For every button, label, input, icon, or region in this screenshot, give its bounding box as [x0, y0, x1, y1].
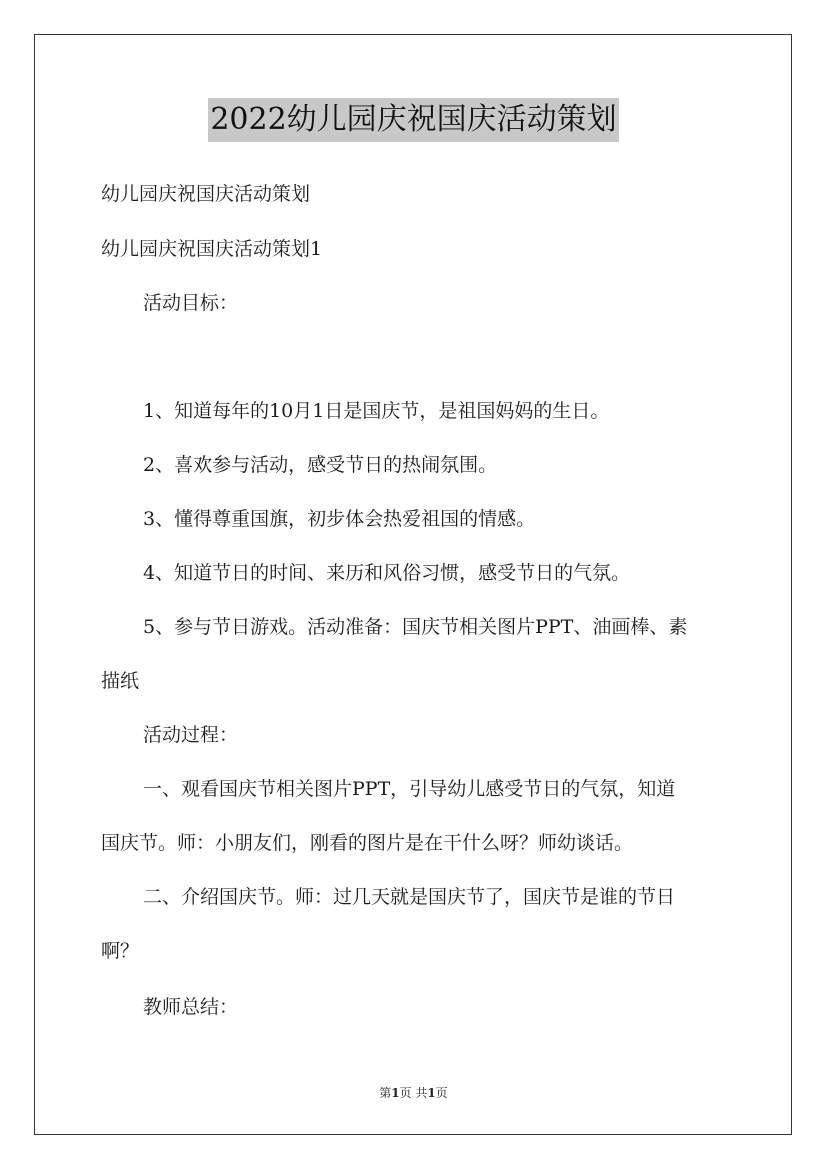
step-2-line-1: 二、介绍国庆节。师：过几天就是国庆节了，国庆节是谁的节日: [143, 886, 676, 908]
step-2-line-2: 啊？: [101, 940, 140, 962]
goal-item-4: 4、知道节日的时间、来历和风俗习惯，感受节日的气氛。: [143, 562, 631, 584]
document-subtitle: 幼儿园庆祝国庆活动策划: [101, 183, 311, 205]
step-1-line-2: 国庆节。师：小朋友们，刚看的图片是在干什么呀？师幼谈话。: [101, 832, 634, 854]
document-title: 2022幼儿园庆祝国庆活动策划: [208, 98, 618, 142]
title-container: [0, 98, 827, 142]
goal-item-5-line-2: 描纸: [101, 670, 140, 692]
process-label: 活动过程：: [143, 724, 239, 746]
total-pages-number: 1: [427, 1086, 436, 1100]
goal-item-3: 3、懂得尊重国旗，初步体会热爱祖国的情感。: [143, 508, 536, 530]
footer-mid: 页 共: [399, 1086, 428, 1100]
footer-suffix: 页: [435, 1086, 448, 1100]
current-page-number: 1: [391, 1086, 400, 1100]
section-heading: 幼儿园庆祝国庆活动策划1: [101, 238, 323, 260]
step-1-line-1: 一、观看国庆节相关图片PPT，引导幼儿感受节日的气氛，知道: [143, 778, 676, 800]
page-footer: [0, 1084, 827, 1101]
goal-item-1: 1、知道每年的10月1日是国庆节，是祖国妈妈的生日。: [143, 400, 610, 422]
footer-prefix: 第: [379, 1086, 392, 1100]
goals-label: 活动目标：: [143, 292, 239, 314]
goal-item-2: 2、喜欢参与活动，感受节日的热闹氛围。: [143, 454, 498, 476]
summary-label: 教师总结：: [143, 996, 239, 1018]
goal-item-5-line-1: 5、参与节日游戏。活动准备：国庆节相关图片PPT、油画棒、素: [143, 616, 688, 638]
